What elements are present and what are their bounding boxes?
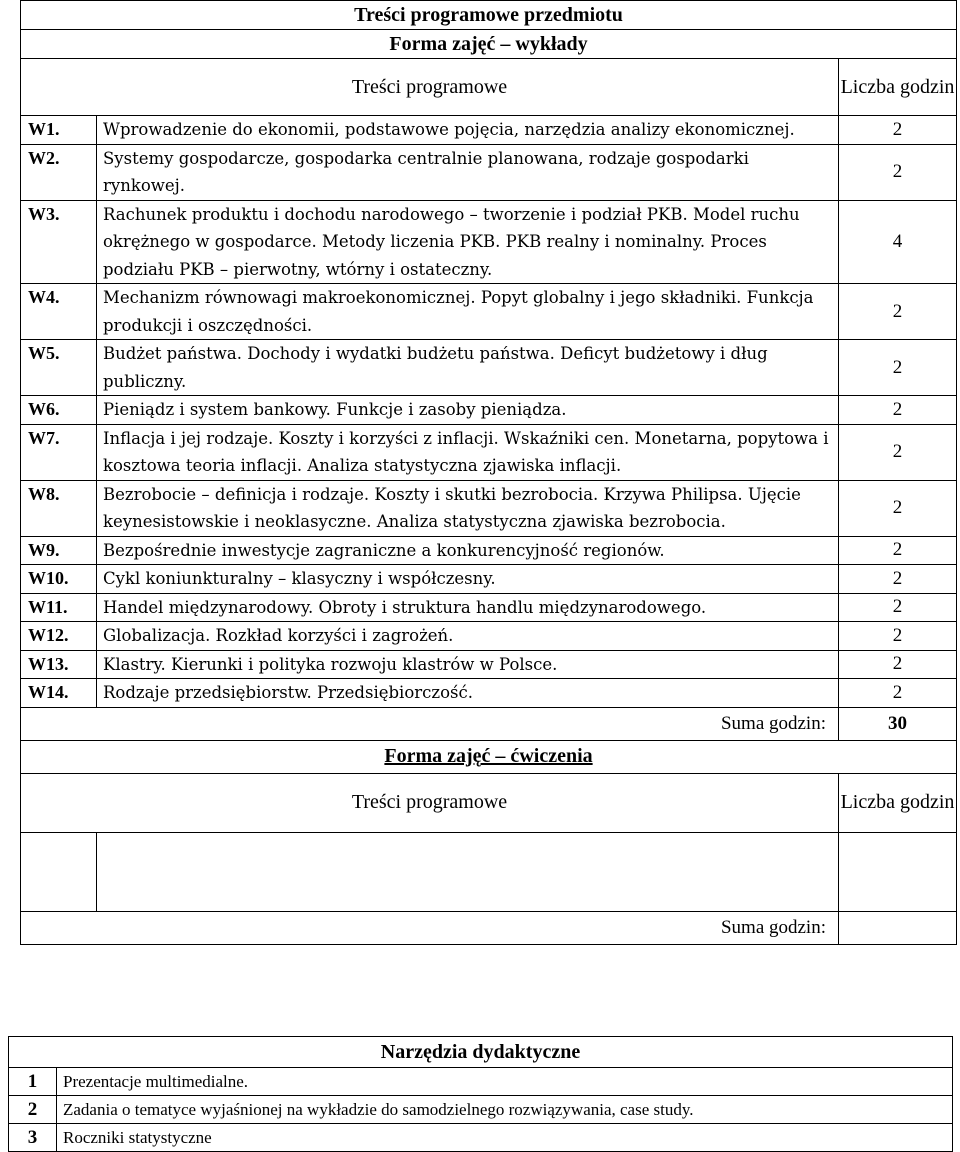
lecture-hours: 2 [839,480,957,536]
exercise-sum-label: Suma godzin: [21,911,839,944]
lecture-hours: 2 [839,116,957,145]
exercise-empty-row [21,832,957,911]
lecture-code: W10. [21,565,97,594]
lecture-code: W14. [21,679,97,708]
lecture-row [21,622,957,651]
table-title: Treści programowe przedmiotu [21,1,957,30]
exercise-form-text: Forma zajęć – ćwiczenia [384,745,593,767]
lecture-row [21,650,957,679]
lecture-topic: Bezpośrednie inwestycje zagraniczne a konkurencyjność regionów. [97,536,839,565]
lecture-code: W4. [21,284,97,340]
lecture-code: W7. [21,424,97,480]
lecture-hours: 2 [839,593,957,622]
lecture-topic: Handel międzynarodowy. Obroty i struktura handlu międzynarodowego. [97,593,839,622]
exercise-sum-row [21,911,957,944]
lecture-row [21,116,957,145]
lecture-form-row [21,30,957,59]
tools-item-text: Roczniki statystyczne [57,1124,953,1152]
exercise-empty-content [97,832,839,911]
tools-item-number: 2 [9,1096,57,1124]
lecture-hours: 2 [839,284,957,340]
tools-item-text: Prezentacje multimedialne. [57,1068,953,1096]
tools-item-row [9,1096,953,1124]
teaching-tools-table [8,1036,953,1152]
lecture-topic: Rachunek produktu i dochodu narodowego – tworzenie i podział PKB. Model ruchu okrężnego w gospodarce. Metody liczenia PKB. PKB realny i nominalny. Proces podziału PKB – pierwotny, wtórny i ostateczny. [97,200,839,284]
lecture-topic: Globalizacja. Rozkład korzyści i zagrożeń. [97,622,839,651]
lecture-hours: 2 [839,144,957,200]
lecture-sum-row [21,707,957,740]
lecture-hours: 2 [839,650,957,679]
lecture-hours: 2 [839,565,957,594]
lecture-code: W3. [21,200,97,284]
lecture-row [21,424,957,480]
exercise-column-header-row [21,773,957,832]
tools-item-text: Zadania o tematyce wyjaśnionej na wykładzie do samodzielnego rozwiązywania, case study. [57,1096,953,1124]
tools-item-row [9,1068,953,1096]
lecture-row [21,480,957,536]
lecture-row [21,396,957,425]
tools-item-row [9,1124,953,1152]
lecture-col-hours-header: Liczba godzin [839,59,957,116]
lecture-hours: 2 [839,424,957,480]
lecture-code: W1. [21,116,97,145]
lecture-col-content-header: Treści programowe [21,59,839,116]
lecture-topic: Klastry. Kierunki i polityka rozwoju klastrów w Polsce. [97,650,839,679]
lecture-sum-value: 30 [839,707,957,740]
exercise-form-label [21,740,957,773]
exercise-empty-code [21,832,97,911]
exercise-form-row [21,740,957,773]
lecture-code: W6. [21,396,97,425]
tools-item-number: 3 [9,1124,57,1152]
lecture-row [21,144,957,200]
exercise-col-content-header: Treści programowe [21,773,839,832]
lecture-code: W11. [21,593,97,622]
table-title-row [21,1,957,30]
lecture-topic: Cykl koniunkturalny – klasyczny i współczesny. [97,565,839,594]
lecture-rows [21,116,957,708]
lecture-topic: Systemy gospodarcze, gospodarka centralnie planowana, rodzaje gospodarki rynkowej. [97,144,839,200]
lecture-topic: Mechanizm równowagi makroekonomicznej. Popyt globalny i jego składniki. Funkcja produkcji i oszczędności. [97,284,839,340]
tools-header-row [9,1037,953,1068]
tools-title: Narzędzia dydaktyczne [9,1037,953,1068]
lecture-row [21,340,957,396]
lecture-hours: 2 [839,622,957,651]
lecture-hours: 2 [839,340,957,396]
lecture-sum-label: Suma godzin: [21,707,839,740]
lecture-code: W13. [21,650,97,679]
program-content-table [20,0,957,945]
exercise-col-hours-header: Liczba godzin [839,773,957,832]
lecture-topic: Inflacja i jej rodzaje. Koszty i korzyści z inflacji. Wskaźniki cen. Monetarna, popytowa i kosztowa teoria inflacji. Analiza statystyczna zjawiska inflacji. [97,424,839,480]
lecture-code: W8. [21,480,97,536]
lecture-row [21,200,957,284]
exercise-empty-hours [839,832,957,911]
lecture-topic: Rodzaje przedsiębiorstw. Przedsiębiorczość. [97,679,839,708]
lecture-hours: 2 [839,396,957,425]
lecture-hours: 2 [839,679,957,708]
lecture-row [21,593,957,622]
lecture-topic: Wprowadzenie do ekonomii, podstawowe pojęcia, narzędzia analizy ekonomicznej. [97,116,839,145]
lecture-code: W12. [21,622,97,651]
lecture-topic: Budżet państwa. Dochody i wydatki budżetu państwa. Deficyt budżetowy i dług publiczny. [97,340,839,396]
lecture-code: W9. [21,536,97,565]
lecture-row [21,679,957,708]
lecture-row [21,565,957,594]
exercise-sum-value [839,911,957,944]
lecture-row [21,284,957,340]
lecture-row [21,536,957,565]
lecture-code: W2. [21,144,97,200]
lecture-code: W5. [21,340,97,396]
lecture-topic: Pieniądz i system bankowy. Funkcje i zasoby pieniądza. [97,396,839,425]
tools-item-number: 1 [9,1068,57,1096]
lecture-column-header-row [21,59,957,116]
lecture-form-label: Forma zajęć – wykłady [21,30,957,59]
lecture-hours: 2 [839,536,957,565]
lecture-topic: Bezrobocie – definicja i rodzaje. Koszty i skutki bezrobocia. Krzywa Philipsa. Ujęcie keynesistowskie i neoklasyczne. Analiza statystyczna zjawiska bezrobocia. [97,480,839,536]
lecture-hours: 4 [839,200,957,284]
